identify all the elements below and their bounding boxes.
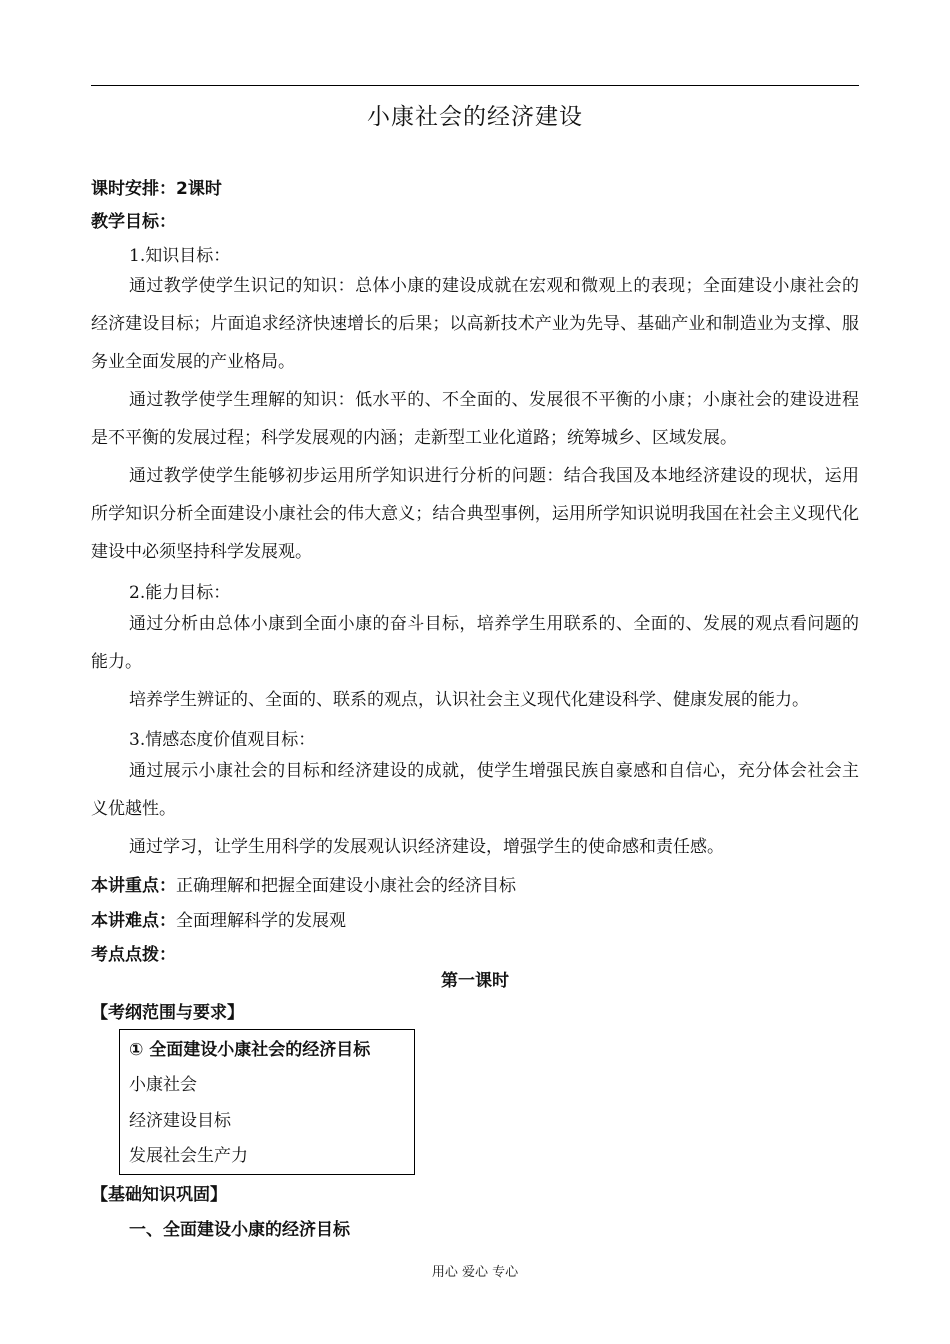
- schedule: 课时安排：2课时: [91, 179, 222, 199]
- basics-heading: 【基础知识巩固】: [91, 1185, 227, 1205]
- key-point-text: 正确理解和把握全面建设小康社会的经济目标: [176, 876, 516, 896]
- page-footer: 用心 爱心 专心: [431, 1265, 519, 1280]
- knowledge-paragraph-1: 通过教学使学生识记的知识：总体小康的建设成就在宏观和微观上的表现；全面建设小康社会的经济建设目标；片面追求经济快速增长的后果；以高新技术产业为先导、基础产业和制造业为支撑、服务业全面发展的产业格局。: [91, 276, 859, 372]
- knowledge-heading: 1.知识目标：: [129, 246, 231, 266]
- page-title: 小康社会的经济建设: [367, 104, 583, 130]
- emotion-heading: 3.情感态度价值观目标：: [129, 730, 316, 750]
- emotion-paragraph-1: 通过展示小康社会的目标和经济建设的成就，使学生增强民族自豪感和自信心，充分体会社会主义优越性。: [91, 761, 859, 819]
- knowledge-paragraph-2: 通过教学使学生理解的知识：低水平的、不全面的、发展很不平衡的小康；小康社会的建设进程是不平衡的发展过程；科学发展观的内涵；走新型工业化道路；统筹城乡、区域发展。: [91, 390, 859, 448]
- syllabus-item: 经济建设目标: [129, 1111, 231, 1131]
- ability-heading: 2.能力目标：: [129, 583, 231, 603]
- syllabus-box: [119, 1029, 415, 1175]
- section-one-heading: 一、全面建设小康的经济目标: [129, 1220, 350, 1240]
- ability-paragraph-2: 培养学生辨证的、全面的、联系的观点，认识社会主义现代化建设科学、健康发展的能力。: [129, 690, 809, 710]
- objectives-heading: 教学目标：: [91, 212, 176, 232]
- emotion-paragraph-2: 通过学习，让学生用科学的发展观认识经济建设，增强学生的使命感和责任感。: [129, 837, 724, 857]
- syllabus-box-title: ① 全面建设小康社会的经济目标: [129, 1040, 371, 1060]
- knowledge-paragraph-3: 通过教学使学生能够初步运用所学知识进行分析的问题：结合我国及本地经济建设的现状，运用所学知识分析全面建设小康社会的伟大意义；结合典型事例，运用所学知识说明我国在社会主义现代化建设中必须坚持科学发展观。: [91, 466, 859, 562]
- syllabus-heading: 【考纲范围与要求】: [91, 1003, 244, 1023]
- difficulty: [91, 906, 346, 931]
- difficulty-text: 全面理解科学的发展观: [176, 911, 346, 931]
- key-point-label: 本讲重点：: [91, 876, 176, 896]
- header-rule: [91, 85, 859, 86]
- syllabus-item: 发展社会生产力: [129, 1146, 248, 1166]
- ability-paragraph-1: 通过分析由总体小康到全面小康的奋斗目标，培养学生用联系的、全面的、发展的观点看问题的能力。: [91, 614, 859, 672]
- lesson-title: 第一课时: [441, 971, 509, 991]
- exam-points-heading: 考点点拨：: [91, 945, 176, 965]
- syllabus-item: 小康社会: [129, 1075, 197, 1095]
- key-point: [91, 871, 516, 896]
- difficulty-label: 本讲难点：: [91, 911, 176, 931]
